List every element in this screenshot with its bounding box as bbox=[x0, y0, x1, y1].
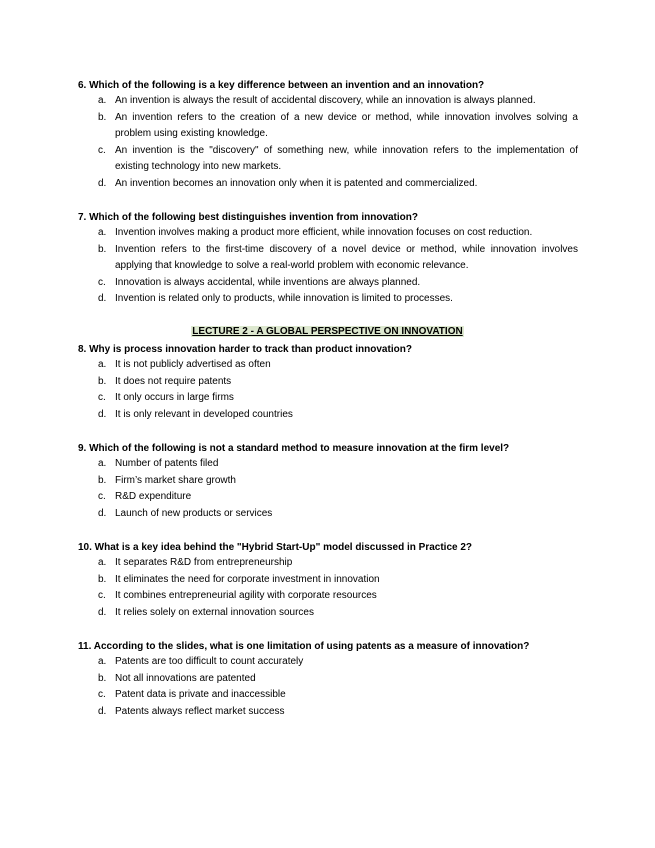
option-marker: d. bbox=[98, 606, 107, 618]
option-item bbox=[78, 374, 578, 391]
option-item bbox=[78, 110, 578, 143]
option-item bbox=[78, 588, 578, 605]
option-marker: a. bbox=[98, 95, 107, 106]
option-text: An invention is always the result of accidental discovery, while an innovation is always planned. bbox=[115, 95, 536, 106]
option-marker: c. bbox=[98, 276, 106, 288]
option-text: Patents are too difficult to count accurately bbox=[115, 656, 304, 667]
option-item bbox=[78, 704, 578, 721]
option-item bbox=[78, 242, 578, 275]
option-item bbox=[78, 555, 578, 572]
option-text: Not all innovations are patented bbox=[115, 672, 256, 684]
question-7-options bbox=[78, 225, 578, 308]
option-marker: b. bbox=[98, 474, 107, 486]
option-marker: d. bbox=[98, 408, 107, 420]
option-marker: c. bbox=[98, 491, 106, 503]
option-text: It combines entrepreneurial agility with corporate resources bbox=[115, 590, 377, 602]
option-marker: a. bbox=[98, 227, 107, 238]
question-9-options bbox=[78, 456, 578, 522]
option-item bbox=[78, 456, 578, 473]
option-text: R&D expenditure bbox=[115, 491, 192, 503]
option-marker: c. bbox=[98, 689, 106, 701]
option-marker: d. bbox=[98, 507, 107, 519]
option-text: It eliminates the need for corporate investment in innovation bbox=[115, 573, 380, 585]
option-marker: b. bbox=[98, 672, 107, 684]
section-heading-text: LECTURE 2 - A GLOBAL PERSPECTIVE ON INNOVATION bbox=[192, 326, 463, 337]
option-marker: d. bbox=[98, 293, 107, 305]
question-6: 6. Which of the following is a key difference between an invention and an innovation? bbox=[78, 80, 485, 91]
option-item bbox=[78, 605, 578, 622]
option-text: Invention involves making a product more efficient, while innovation focuses on cost reduction. bbox=[115, 227, 533, 238]
question-7: 7. Which of the following best distinguishes invention from innovation? bbox=[78, 212, 418, 223]
option-item bbox=[78, 143, 578, 176]
option-marker: b. bbox=[98, 111, 107, 123]
option-marker: d. bbox=[98, 177, 107, 189]
option-item bbox=[78, 654, 578, 671]
question-11-options bbox=[78, 654, 578, 720]
question-9: 9. Which of the following is not a standard method to measure innovation at the firm level? bbox=[78, 443, 510, 454]
option-item bbox=[78, 489, 578, 506]
question-11: 11. According to the slides, what is one limitation of using patents as a measure of innovation? bbox=[78, 641, 530, 652]
option-item bbox=[78, 357, 578, 374]
option-text: Patents always reflect market success bbox=[115, 705, 285, 717]
option-marker: a. bbox=[98, 557, 107, 568]
section-heading bbox=[0, 325, 655, 338]
option-marker: c. bbox=[98, 392, 106, 404]
option-marker: a. bbox=[98, 656, 107, 667]
option-text: It does not require patents bbox=[115, 375, 232, 387]
option-text: An invention is the "discovery" of something new, while innovation refers to the implementation of existing technology into new markets. bbox=[115, 144, 578, 173]
option-marker: c. bbox=[98, 590, 106, 602]
option-item bbox=[78, 176, 578, 193]
option-item bbox=[78, 275, 578, 292]
option-marker: c. bbox=[98, 144, 106, 156]
option-item bbox=[78, 407, 578, 424]
option-item bbox=[78, 473, 578, 490]
question-10-options bbox=[78, 555, 578, 621]
option-text: An invention becomes an innovation only when it is patented and commercialized. bbox=[115, 177, 478, 189]
option-text: Firm’s market share growth bbox=[115, 474, 236, 486]
option-text: Number of patents filed bbox=[115, 458, 219, 469]
option-text: It is only relevant in developed countries bbox=[115, 408, 293, 420]
option-text: Invention is related only to products, while innovation is limited to processes. bbox=[115, 293, 453, 305]
option-item bbox=[78, 390, 578, 407]
option-text: It only occurs in large firms bbox=[115, 392, 234, 404]
option-item bbox=[78, 225, 578, 242]
question-8-options bbox=[78, 357, 578, 423]
option-marker: b. bbox=[98, 573, 107, 585]
option-item bbox=[78, 291, 578, 308]
option-item bbox=[78, 572, 578, 589]
question-10: 10. What is a key idea behind the "Hybrid Start-Up" model discussed in Practice 2? bbox=[78, 542, 473, 553]
option-marker: d. bbox=[98, 705, 107, 717]
option-text: It relies solely on external innovation sources bbox=[115, 606, 314, 618]
question-8: 8. Why is process innovation harder to track than product innovation? bbox=[78, 344, 412, 355]
option-text: Launch of new products or services bbox=[115, 507, 273, 519]
option-marker: b. bbox=[98, 375, 107, 387]
option-item bbox=[78, 671, 578, 688]
option-text: It separates R&D from entrepreneurship bbox=[115, 557, 293, 568]
option-text: Innovation is always accidental, while inventions are always planned. bbox=[115, 276, 421, 288]
question-6-options bbox=[78, 93, 578, 193]
option-item bbox=[78, 93, 578, 110]
option-text: Invention refers to the first-time discovery of a novel device or method, while innovation involves applying that knowledge to solve a real-world problem with economic relevance. bbox=[115, 243, 578, 272]
option-text: An invention refers to the creation of a new device or method, while innovation involves solving a problem using existing knowledge. bbox=[115, 111, 578, 140]
option-item bbox=[78, 506, 578, 523]
option-marker: a. bbox=[98, 458, 107, 469]
option-text: It is not publicly advertised as often bbox=[115, 359, 271, 370]
option-marker: b. bbox=[98, 243, 107, 255]
option-item bbox=[78, 687, 578, 704]
option-marker: a. bbox=[98, 359, 107, 370]
option-text: Patent data is private and inaccessible bbox=[115, 689, 286, 701]
